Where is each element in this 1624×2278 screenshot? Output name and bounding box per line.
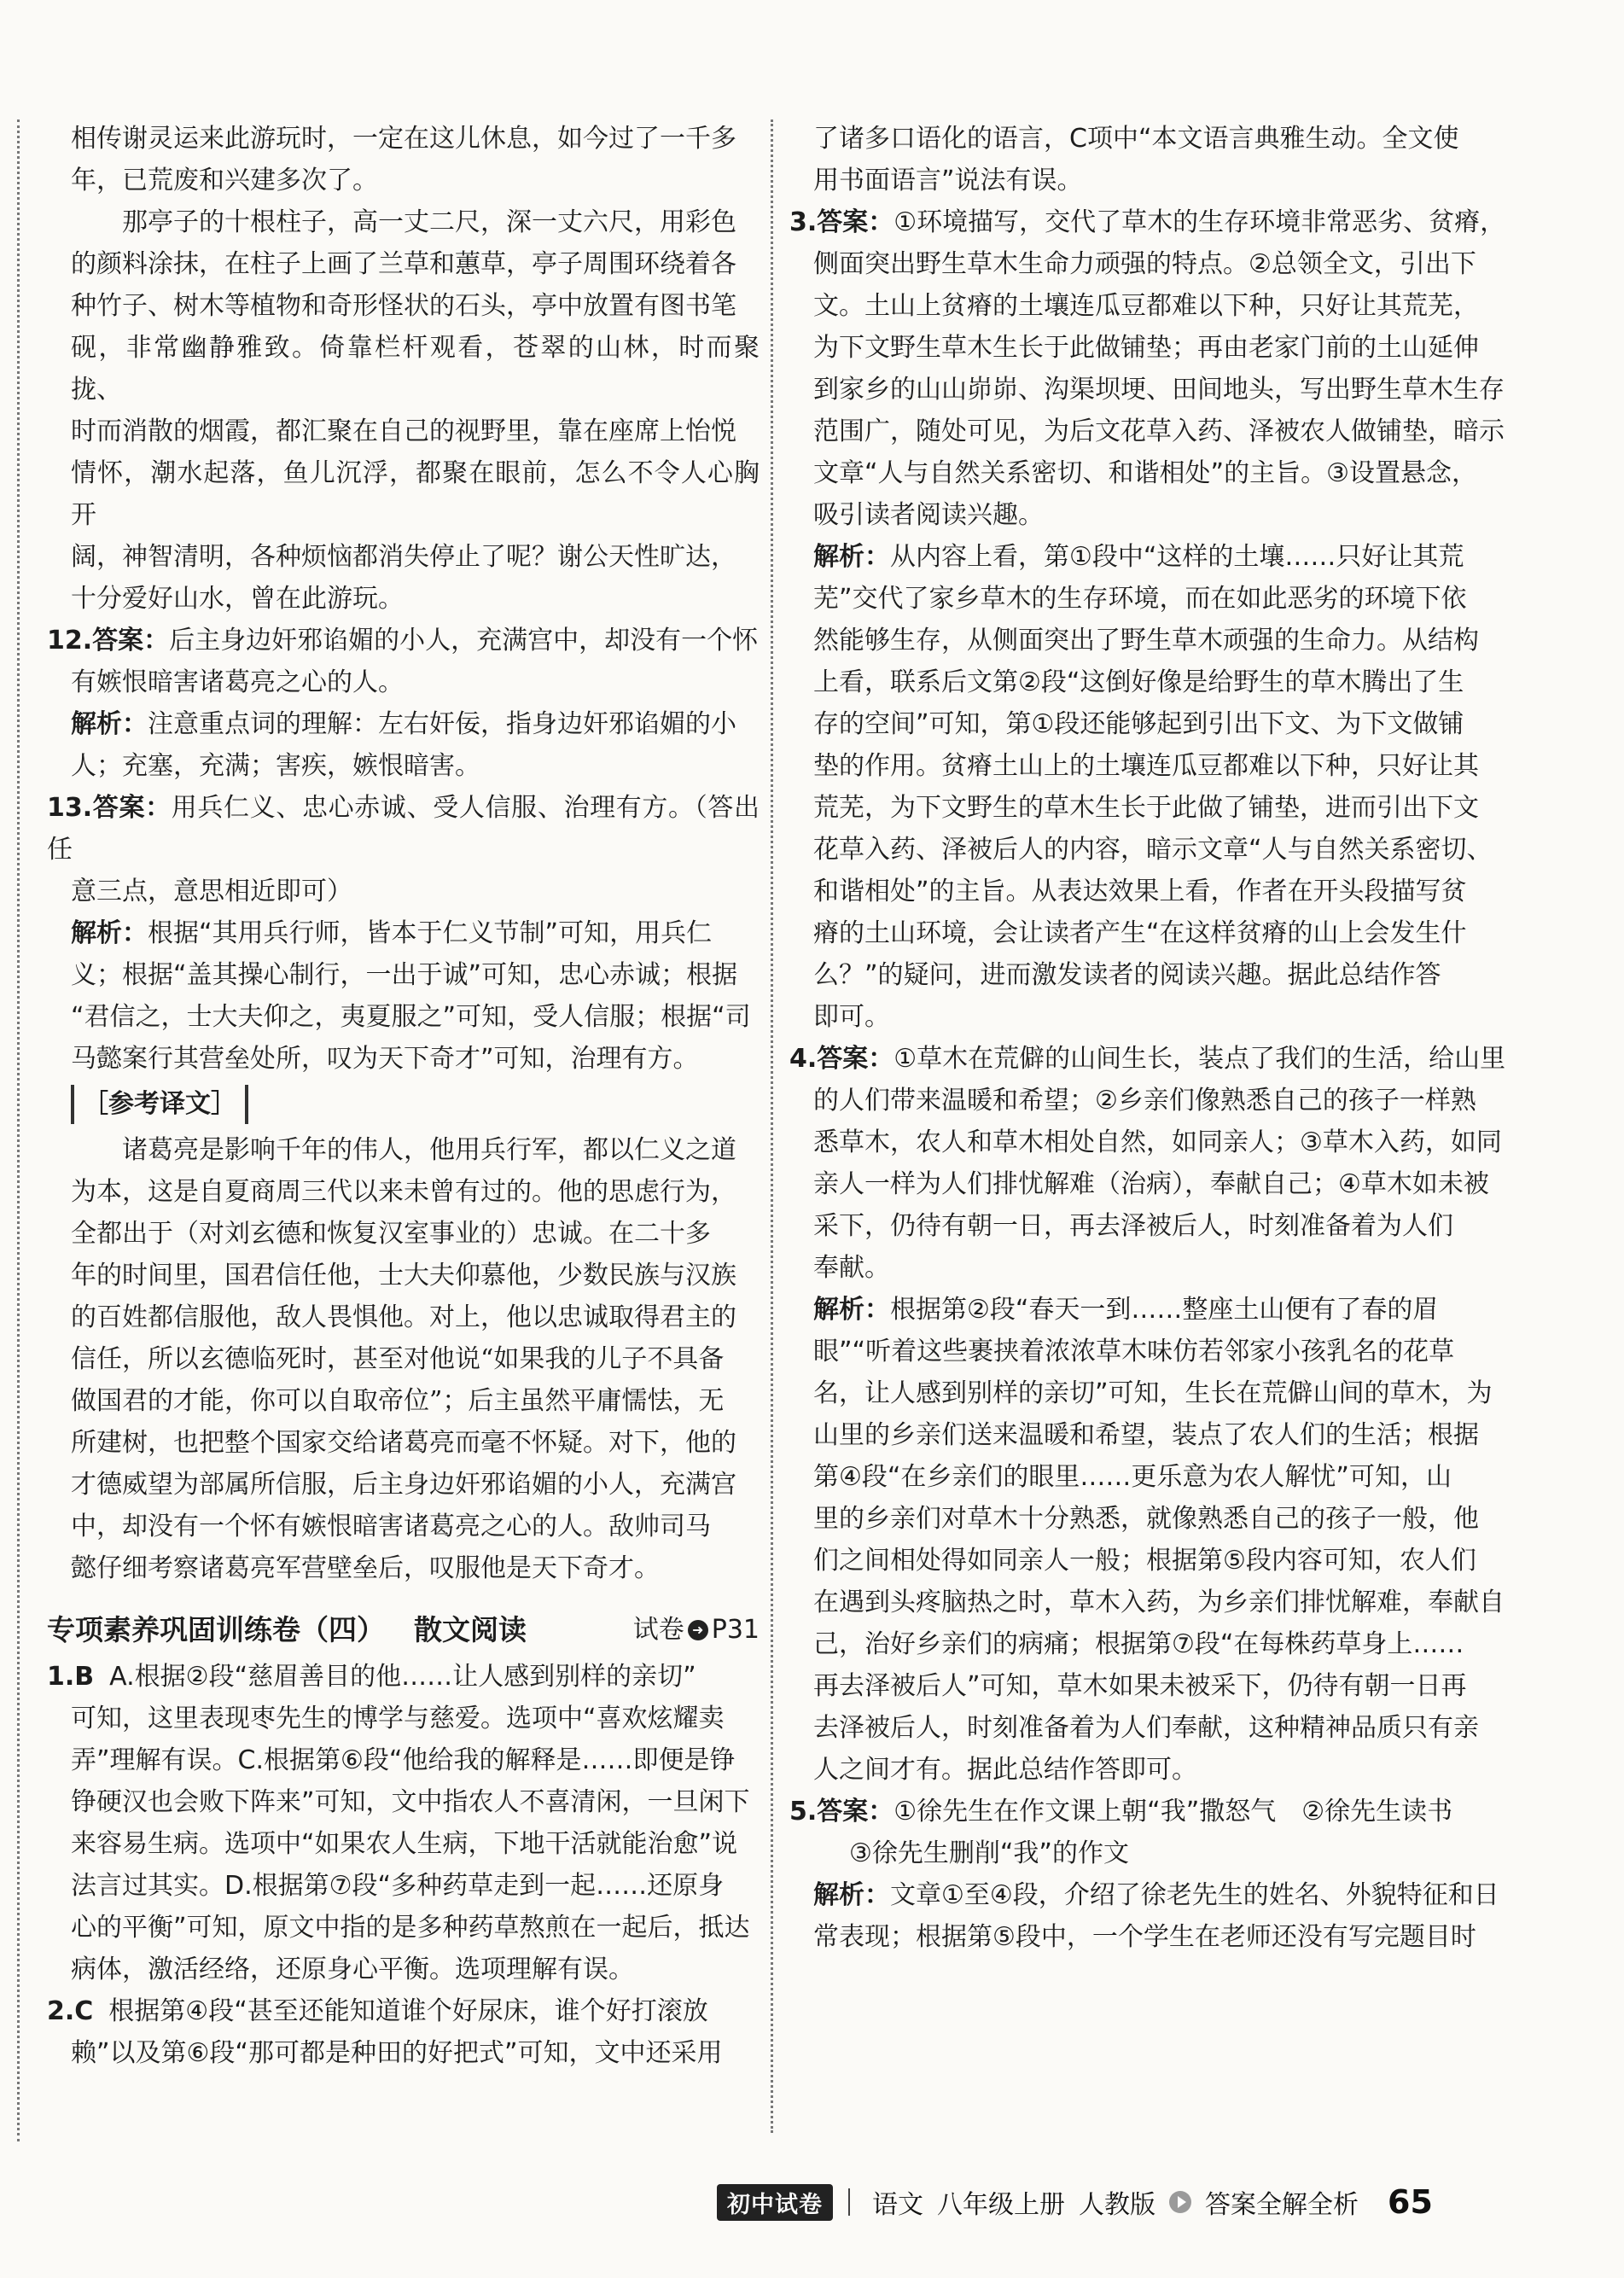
answer-text: 悉草木，农人和草木相处自然，如同亲人；③草木入药，如同 xyxy=(813,1127,1502,1157)
answer-text: 可知，这里表现枣先生的博学与慈爱。选项中“喜欢炫耀卖 xyxy=(71,1704,725,1733)
answer-text: 文。土山上贫瘠的土壤连瓜豆都难以下种，只好让其荒芜， xyxy=(813,291,1479,321)
text-line: 才德威望为部属所信服，后主身边奸邪谄媚的小人，充满宫 xyxy=(71,1470,736,1500)
answer-text: ③徐先生删削“我”的作文 xyxy=(849,1838,1129,1868)
play-icon xyxy=(1169,2191,1191,2213)
explanation-text: 己，治好乡亲们的病痛；根据第⑦段“在每株药草身上…… xyxy=(813,1629,1464,1659)
reference-translation xyxy=(47,1129,760,1589)
answer-text: 有嫉恨暗害诸葛亮之心的人。 xyxy=(71,667,404,697)
answer-text: ①徐先生在作文课上朝“我”撒怒气 ②徐先生读书 xyxy=(893,1797,1453,1826)
answer-text: 吸引读者阅读兴趣。 xyxy=(813,500,1044,530)
answer-text: 来容易生病。选项中“如果农人生病，下地干活就能治愈”说 xyxy=(71,1829,738,1859)
answer-text: 亲人一样为人们排忧解难（治病），奉献自己；④草木如未被 xyxy=(813,1169,1489,1199)
answer-text: 了诸多口语化的语言，C项中“本文语言典雅生动。全文使 xyxy=(813,124,1459,154)
explanation-label: 解析： xyxy=(813,1880,890,1910)
footer-subject: 语文 xyxy=(872,2190,923,2220)
explanation-text: 和谐相处”的主旨。从表达效果上看，作者在开头段描写贫 xyxy=(813,877,1467,906)
text-line: 懿仔细考察诸葛亮军营壁垒后，叹服他是天下奇才。 xyxy=(71,1553,660,1583)
question-number: 5. xyxy=(789,1797,818,1826)
explanation-text: 从内容上看，第①段中“这样的土壤……只好让其荒 xyxy=(890,542,1464,572)
text-line: 那亭子的十根柱子，高一丈二尺，深一丈六尺，用彩色 xyxy=(122,207,736,237)
explanation-text: 根据“其用兵行师，皆本于仁义节制”可知，用兵仁 xyxy=(148,918,713,948)
text-line: 中，却没有一个怀有嫉恨暗害诸葛亮之心的人。敌帅司马 xyxy=(71,1512,711,1541)
explanation-text: 义；根据“盖其操心制行，一出于诚”可知，忠心赤诚；根据 xyxy=(71,960,738,990)
explanation-text: 上看，联系后文第②段“这倒好像是给野生的草木腾出了生 xyxy=(813,667,1464,697)
explanation-text: 然能够生存，从侧面突出了野生草木顽强的生命力。从结构 xyxy=(813,626,1479,655)
answer-text: 用书面语言”说法有误。 xyxy=(813,166,1083,195)
text-line: 年的时间里，国君信任他，士大夫仰慕他，少数民族与汉族 xyxy=(71,1261,736,1290)
text-line: 情怀，潮水起落，鱼儿沉浮，都聚在眼前，怎么不令人心胸开 xyxy=(71,458,760,530)
answer-text: 弄”理解有误。C.根据第⑥段“他给我的解释是……即便是铮 xyxy=(71,1745,736,1775)
question-number: 13. xyxy=(47,793,93,823)
answer-text: 法言过其实。D.根据第⑦段“多种药草走到一起……还原身 xyxy=(71,1871,725,1901)
page-number: 65 xyxy=(1388,2183,1433,2221)
footer-divider xyxy=(848,2188,850,2216)
answer-text: 后主身边奸邪谄媚的小人，充满宫中，却没有一个怀 xyxy=(169,626,759,655)
question-number: 1.B xyxy=(47,1662,95,1692)
explanation-text: 马懿案行其营垒处所，叹为天下奇才”可知，治理有方。 xyxy=(71,1044,699,1074)
text-line: 所建树，也把整个国家交给诸葛亮而毫不怀疑。对下，他的 xyxy=(71,1428,736,1458)
question-12 xyxy=(47,620,760,787)
answer-label: 答案： xyxy=(817,207,894,237)
explanation-label: 解析： xyxy=(71,709,148,739)
explanation-text: 瘠的土山环境，会让读者产生“在这样贫瘠的山上会发生什 xyxy=(813,918,1467,948)
explanation-text: 们之间相处得如同亲人一般；根据第⑤段内容可知，农人们 xyxy=(813,1546,1476,1576)
section-subtitle: 散文阅读 xyxy=(414,1613,527,1646)
page-footer xyxy=(717,2181,1433,2223)
explanation-text: 常表现；根据第⑤段中，一个学生在老师还没有写完题目时 xyxy=(813,1922,1476,1952)
explanation-text: 根据第②段“春天一到……整座土山便有了春的眉 xyxy=(890,1295,1439,1325)
explanation-text: 注意重点词的理解：左右奸佞，指身边奸邪谄媚的小 xyxy=(148,709,736,739)
text-line: 年，已荒废和兴建多次了。 xyxy=(71,166,378,195)
answer-text: 范围广，随处可见，为后文花草入药、泽被农人做铺垫，暗示 xyxy=(813,417,1505,446)
text-line: 阔，神智清明，各种烦恼都消失停止了呢？谢公天性旷达， xyxy=(71,542,736,572)
explanation-text: 眼”“听着这些裹挟着浓浓草木味仿若邻家小孩乳名的花草 xyxy=(813,1337,1455,1366)
answer-label: 答案： xyxy=(92,626,170,655)
answer-text: 奉献。 xyxy=(813,1253,890,1283)
explanation-text: 垫的作用。贫瘠土山上的土壤连瓜豆都难以下种，只好让其 xyxy=(813,751,1479,781)
answer-text: 意三点，意思相近即可） xyxy=(71,877,352,906)
explanation-text: 名，让人感到别样的亲切”可知，生长在荒僻山间的草木，为 xyxy=(813,1378,1493,1408)
answer-text: 的人们带来温暖和希望；②乡亲们像熟悉自己的孩子一样熟 xyxy=(813,1086,1476,1116)
text-line: 时而消散的烟霞，都汇聚在自己的视野里，靠在座席上怡悦 xyxy=(71,417,736,446)
question-1 xyxy=(47,1656,760,1990)
right-column xyxy=(789,118,1523,1958)
text-line: 全都出于（对刘玄德和恢复汉室事业的）忠诚。在二十多 xyxy=(71,1219,711,1249)
question-3 xyxy=(789,201,1523,1038)
explanation-text: 芜”交代了家乡草木的生存环境，而在如此恶劣的环境下依 xyxy=(813,584,1467,614)
text-line: 诸葛亮是影响千年的伟人，他用兵行军，都以仁义之道 xyxy=(122,1135,736,1165)
explanation-text: 人；充塞，充满；害疾，嫉恨暗害。 xyxy=(71,751,480,781)
left-dotted-rule xyxy=(17,119,20,2141)
explanation-text: 么？”的疑问，进而激发读者的阅读兴趣。据此总结作答 xyxy=(813,960,1441,990)
explanation-text: 荒芜，为下文野生的草木生长于此做了铺垫，进而引出下文 xyxy=(813,793,1479,823)
explanation-text: 在遇到头疼脑热之时，草木入药，为乡亲们排忧解难，奉献自 xyxy=(813,1588,1505,1617)
explanation-text: 山里的乡亲们送来温暖和希望，装点了农人们的生活；根据 xyxy=(813,1420,1479,1450)
question-13 xyxy=(47,787,760,1080)
explanation-text: 去泽被后人，时刻准备着为人们奉献，这种精神品质只有亲 xyxy=(813,1713,1479,1743)
answer-label: 答案： xyxy=(817,1797,894,1826)
answer-text: 用兵仁义、忠心赤诚、受人信服、治理有方。（答出任 xyxy=(47,793,760,865)
section-ref-prefix: 试卷 xyxy=(632,1615,684,1645)
question-number: 2.C xyxy=(47,1996,94,2026)
text-line: 的百姓都信服他，敌人畏惧他。对上，他以忠诚取得君主的 xyxy=(71,1302,736,1332)
answer-text: 心的平衡”可知，原文中指的是多种药草熬煎在一起后，抵达 xyxy=(71,1913,750,1943)
answer-text: 铮硬汉也会败下阵来”可知，文中指农人不喜清闲，一旦闲下 xyxy=(71,1787,750,1817)
translation-paragraph xyxy=(47,201,760,620)
text-line: 种竹子、树木等植物和奇形怪状的石头，亭中放置有图书笔 xyxy=(71,291,736,321)
answer-text: 采下，仍待有朝一日，再去泽被后人，时刻准备着为人们 xyxy=(813,1211,1453,1241)
footer-brand: 初中试卷 xyxy=(717,2184,833,2221)
question-number: 12. xyxy=(47,626,93,655)
section-page-ref xyxy=(633,1608,760,1652)
explanation-text: 即可。 xyxy=(813,1002,890,1032)
question-number: 3. xyxy=(789,207,818,237)
explanation-text: 存的空间”可知，第①段还能够起到引出下文、为下文做铺 xyxy=(813,709,1464,739)
answer-label: 答案： xyxy=(817,1044,894,1074)
text-line: 十分爱好山水，曾在此游玩。 xyxy=(71,584,404,614)
answer-text: 赖”以及第⑥段“那可都是种田的好把式”可知，文中还采用 xyxy=(71,2038,723,2068)
reference-translation-label: ［参考译文］ xyxy=(71,1085,248,1124)
answer-text: 侧面突出野生草木生命力顽强的特点。②总领全文，引出下 xyxy=(813,249,1476,279)
explanation-label: 解析： xyxy=(813,1295,890,1325)
footer-edition: 人教版 xyxy=(1079,2190,1155,2220)
text-line: 相传谢灵运来此游玩时，一定在这儿休息，如今过了一千多 xyxy=(71,124,736,154)
section-title: 专项素养巩固训练卷（四） xyxy=(47,1613,385,1646)
answer-text: 到家乡的山山峁峁、沟渠坝埂、田间地头，写出野生草木生存 xyxy=(813,375,1505,405)
explanation-text: “君信之，士大夫仰之，夷夏服之”可知，受人信服；根据“司 xyxy=(71,1002,751,1032)
text-line: 做国君的才能，你可以自取帝位”；后主虽然平庸懦怯，无 xyxy=(71,1386,725,1416)
answer-text: ①草木在荒僻的山间生长，装点了我们的生活，给山里 xyxy=(893,1044,1506,1074)
answer-text: 根据第④段“甚至还能知道谁个好尿床，谁个好打滚放 xyxy=(108,1996,708,2026)
explanation-label: 解析： xyxy=(813,542,890,572)
translation-continued xyxy=(47,118,760,201)
text-line: 为本，这是自夏商周三代以来未曾有过的。他的思虑行为， xyxy=(71,1177,736,1207)
explanation-text: 再去泽被后人”可知，草木如果未被采下，仍待有朝一日再 xyxy=(813,1671,1467,1701)
footer-grade: 八年级上册 xyxy=(937,2190,1065,2220)
explanation-label: 解析： xyxy=(71,918,148,948)
answer-text: 文章“人与自然关系密切、和谐相处”的主旨。③设置悬念， xyxy=(813,458,1477,488)
right-dotted-rule xyxy=(771,119,773,2133)
answer-text: 病体，激活经络，还原身心平衡。选项理解有误。 xyxy=(71,1955,634,1984)
text-line: 的颜料涂抹，在柱子上画了兰草和蕙草，亭子周围环绕着各 xyxy=(71,249,736,279)
answer-text: ①环境描写，交代了草木的生存环境非常恶劣、贫瘠， xyxy=(893,207,1506,237)
arrow-right-icon: ➜ xyxy=(688,1620,708,1640)
explanation-text: 人之间才有。据此总结作答即可。 xyxy=(813,1755,1197,1785)
left-column xyxy=(47,118,760,2074)
question-2 xyxy=(47,1990,760,2074)
answer-label: 答案： xyxy=(92,793,172,823)
answer-text: 为下文野生草木生长于此做铺垫；再由老家门前的土山延伸 xyxy=(813,333,1479,363)
section-ref-page: P31 xyxy=(711,1615,760,1645)
section-heading xyxy=(47,1608,760,1652)
answer-text: A.根据②段“慈眉善目的他……让人感到别样的亲切” xyxy=(109,1662,696,1692)
text-line: 砚，非常幽静雅致。倚靠栏杆观看，苍翠的山林，时而聚拢、 xyxy=(71,333,760,405)
explanation-text: 里的乡亲们对草木十分熟悉，就像熟悉自己的孩子一般，他 xyxy=(813,1504,1479,1534)
text-line: 信任，所以玄德临死时，甚至对他说“如果我的儿子不具备 xyxy=(71,1344,725,1374)
question-number: 4. xyxy=(789,1044,818,1074)
footer-tag: 答案全解全析 xyxy=(1205,2190,1359,2220)
question-4 xyxy=(789,1038,1523,1791)
explanation-text: 第④段“在乡亲们的眼里……更乐意为农人解忧”可知，山 xyxy=(813,1462,1452,1492)
explanation-text: 文章①至④段，介绍了徐老先生的姓名、外貌特征和日 xyxy=(890,1880,1499,1910)
explanation-text: 花草入药、泽被后人的内容，暗示文章“人与自然关系密切、 xyxy=(813,835,1493,865)
question-5 xyxy=(789,1791,1523,1958)
